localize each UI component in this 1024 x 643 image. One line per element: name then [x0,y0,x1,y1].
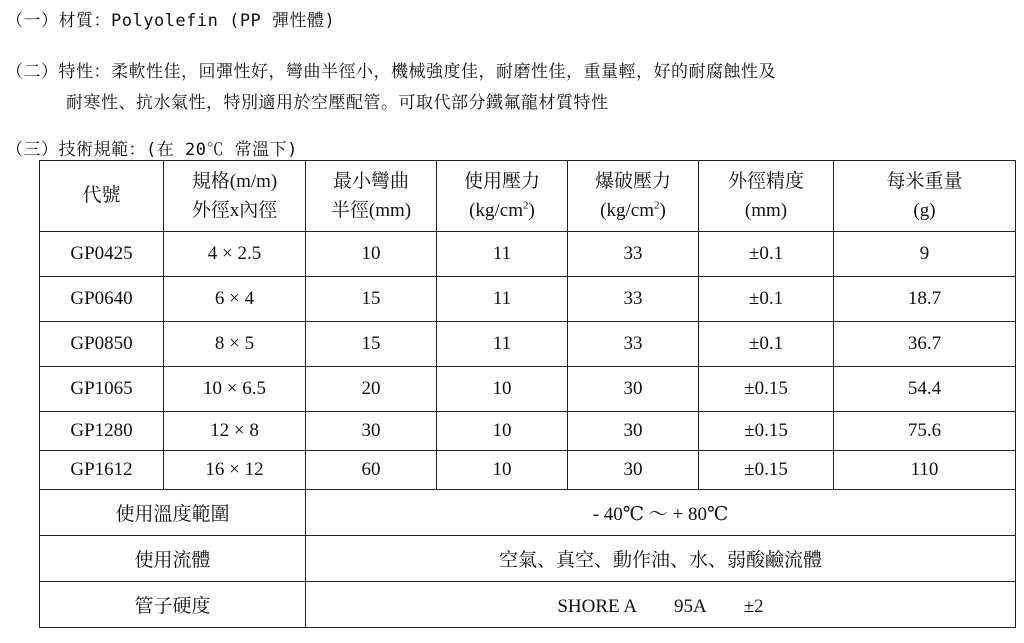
temperature-row [40,490,1016,536]
cell-od-tolerance: ±0.1 [699,232,834,277]
cell-code: GP1065 [40,367,164,412]
table-row [40,412,1016,451]
spec-table [39,160,1016,628]
cell-code: GP0640 [40,277,164,322]
cell-working-pressure: 10 [437,451,568,490]
header-weight: 每米重量 (g) [834,161,1016,232]
cell-code: GP0850 [40,322,164,367]
cell-weight: 54.4 [834,367,1016,412]
header-burst-pressure: 爆破壓力 $(kg/cm^2)$ [568,161,699,232]
hardness-label: 管子硬度 [40,582,306,628]
fluid-value: 空氣、真空、動作油、水、弱酸鹼流體 [306,536,1016,582]
header-code: 代號 [40,161,164,232]
cell-size: 4 × 2.5 [164,232,306,277]
features-line-1: （二）特性：柔軟性佳，回彈性好，彎曲半徑小，機械強度佳，耐磨性佳，重量輕，好的耐腐蝕性及 [6,62,776,82]
cell-bend-radius: 30 [306,412,437,451]
cell-size: 8 × 5 [164,322,306,367]
cell-burst-pressure: 33 [568,277,699,322]
table-row [40,451,1016,490]
spec-heading: （三）技術規範：(在 20℃ 常溫下) [6,140,298,160]
cell-burst-pressure: 33 [568,322,699,367]
cell-bend-radius: 60 [306,451,437,490]
cell-weight: 110 [834,451,1016,490]
cell-size: 12 × 8 [164,412,306,451]
material-line: （一）材質：Polyolefin (PP 彈性體) [6,11,336,31]
header-bend-radius: 最小彎曲 半徑(mm) [306,161,437,232]
cell-weight: 18.7 [834,277,1016,322]
header-working-pressure: 使用壓力 $(kg/cm^2)$ [437,161,568,232]
cell-working-pressure: 11 [437,277,568,322]
features-line-2: 耐寒性、抗水氣性，特別適用於空壓配管。可取代部分鐵氟龍材質特性 [66,93,609,113]
cell-burst-pressure: 30 [568,412,699,451]
cell-size: 6 × 4 [164,277,306,322]
table-row [40,277,1016,322]
table-row [40,367,1016,412]
temperature-label: 使用溫度範圍 [40,490,306,536]
hardness-row [40,582,1016,628]
table-header-row [40,161,1016,232]
cell-code: GP1612 [40,451,164,490]
cell-burst-pressure: 33 [568,232,699,277]
fluid-label: 使用流體 [40,536,306,582]
cell-burst-pressure: 30 [568,451,699,490]
header-size: 規格(m/m) 外徑x內徑 [164,161,306,232]
cell-size: 10 × 6.5 [164,367,306,412]
table-row [40,232,1016,277]
cell-weight: 36.7 [834,322,1016,367]
cell-bend-radius: 15 [306,322,437,367]
temperature-value: - 40℃ ～ + 80℃ [306,490,1016,536]
hardness-value: SHORE A 95A ±2 [306,582,1016,628]
cell-bend-radius: 20 [306,367,437,412]
cell-burst-pressure: 30 [568,367,699,412]
cell-od-tolerance: ±0.1 [699,277,834,322]
cell-od-tolerance: ±0.15 [699,451,834,490]
cell-working-pressure: 10 [437,412,568,451]
table-row [40,322,1016,367]
cell-working-pressure: 11 [437,232,568,277]
cell-code: GP0425 [40,232,164,277]
cell-bend-radius: 10 [306,232,437,277]
cell-working-pressure: 11 [437,322,568,367]
cell-od-tolerance: ±0.15 [699,412,834,451]
cell-code: GP1280 [40,412,164,451]
cell-od-tolerance: ±0.15 [699,367,834,412]
cell-weight: 75.6 [834,412,1016,451]
cell-size: 16 × 12 [164,451,306,490]
cell-od-tolerance: ±0.1 [699,322,834,367]
cell-working-pressure: 10 [437,367,568,412]
cell-bend-radius: 15 [306,277,437,322]
header-od-tolerance: 外徑精度 (mm) [699,161,834,232]
fluid-row [40,536,1016,582]
cell-weight: 9 [834,232,1016,277]
